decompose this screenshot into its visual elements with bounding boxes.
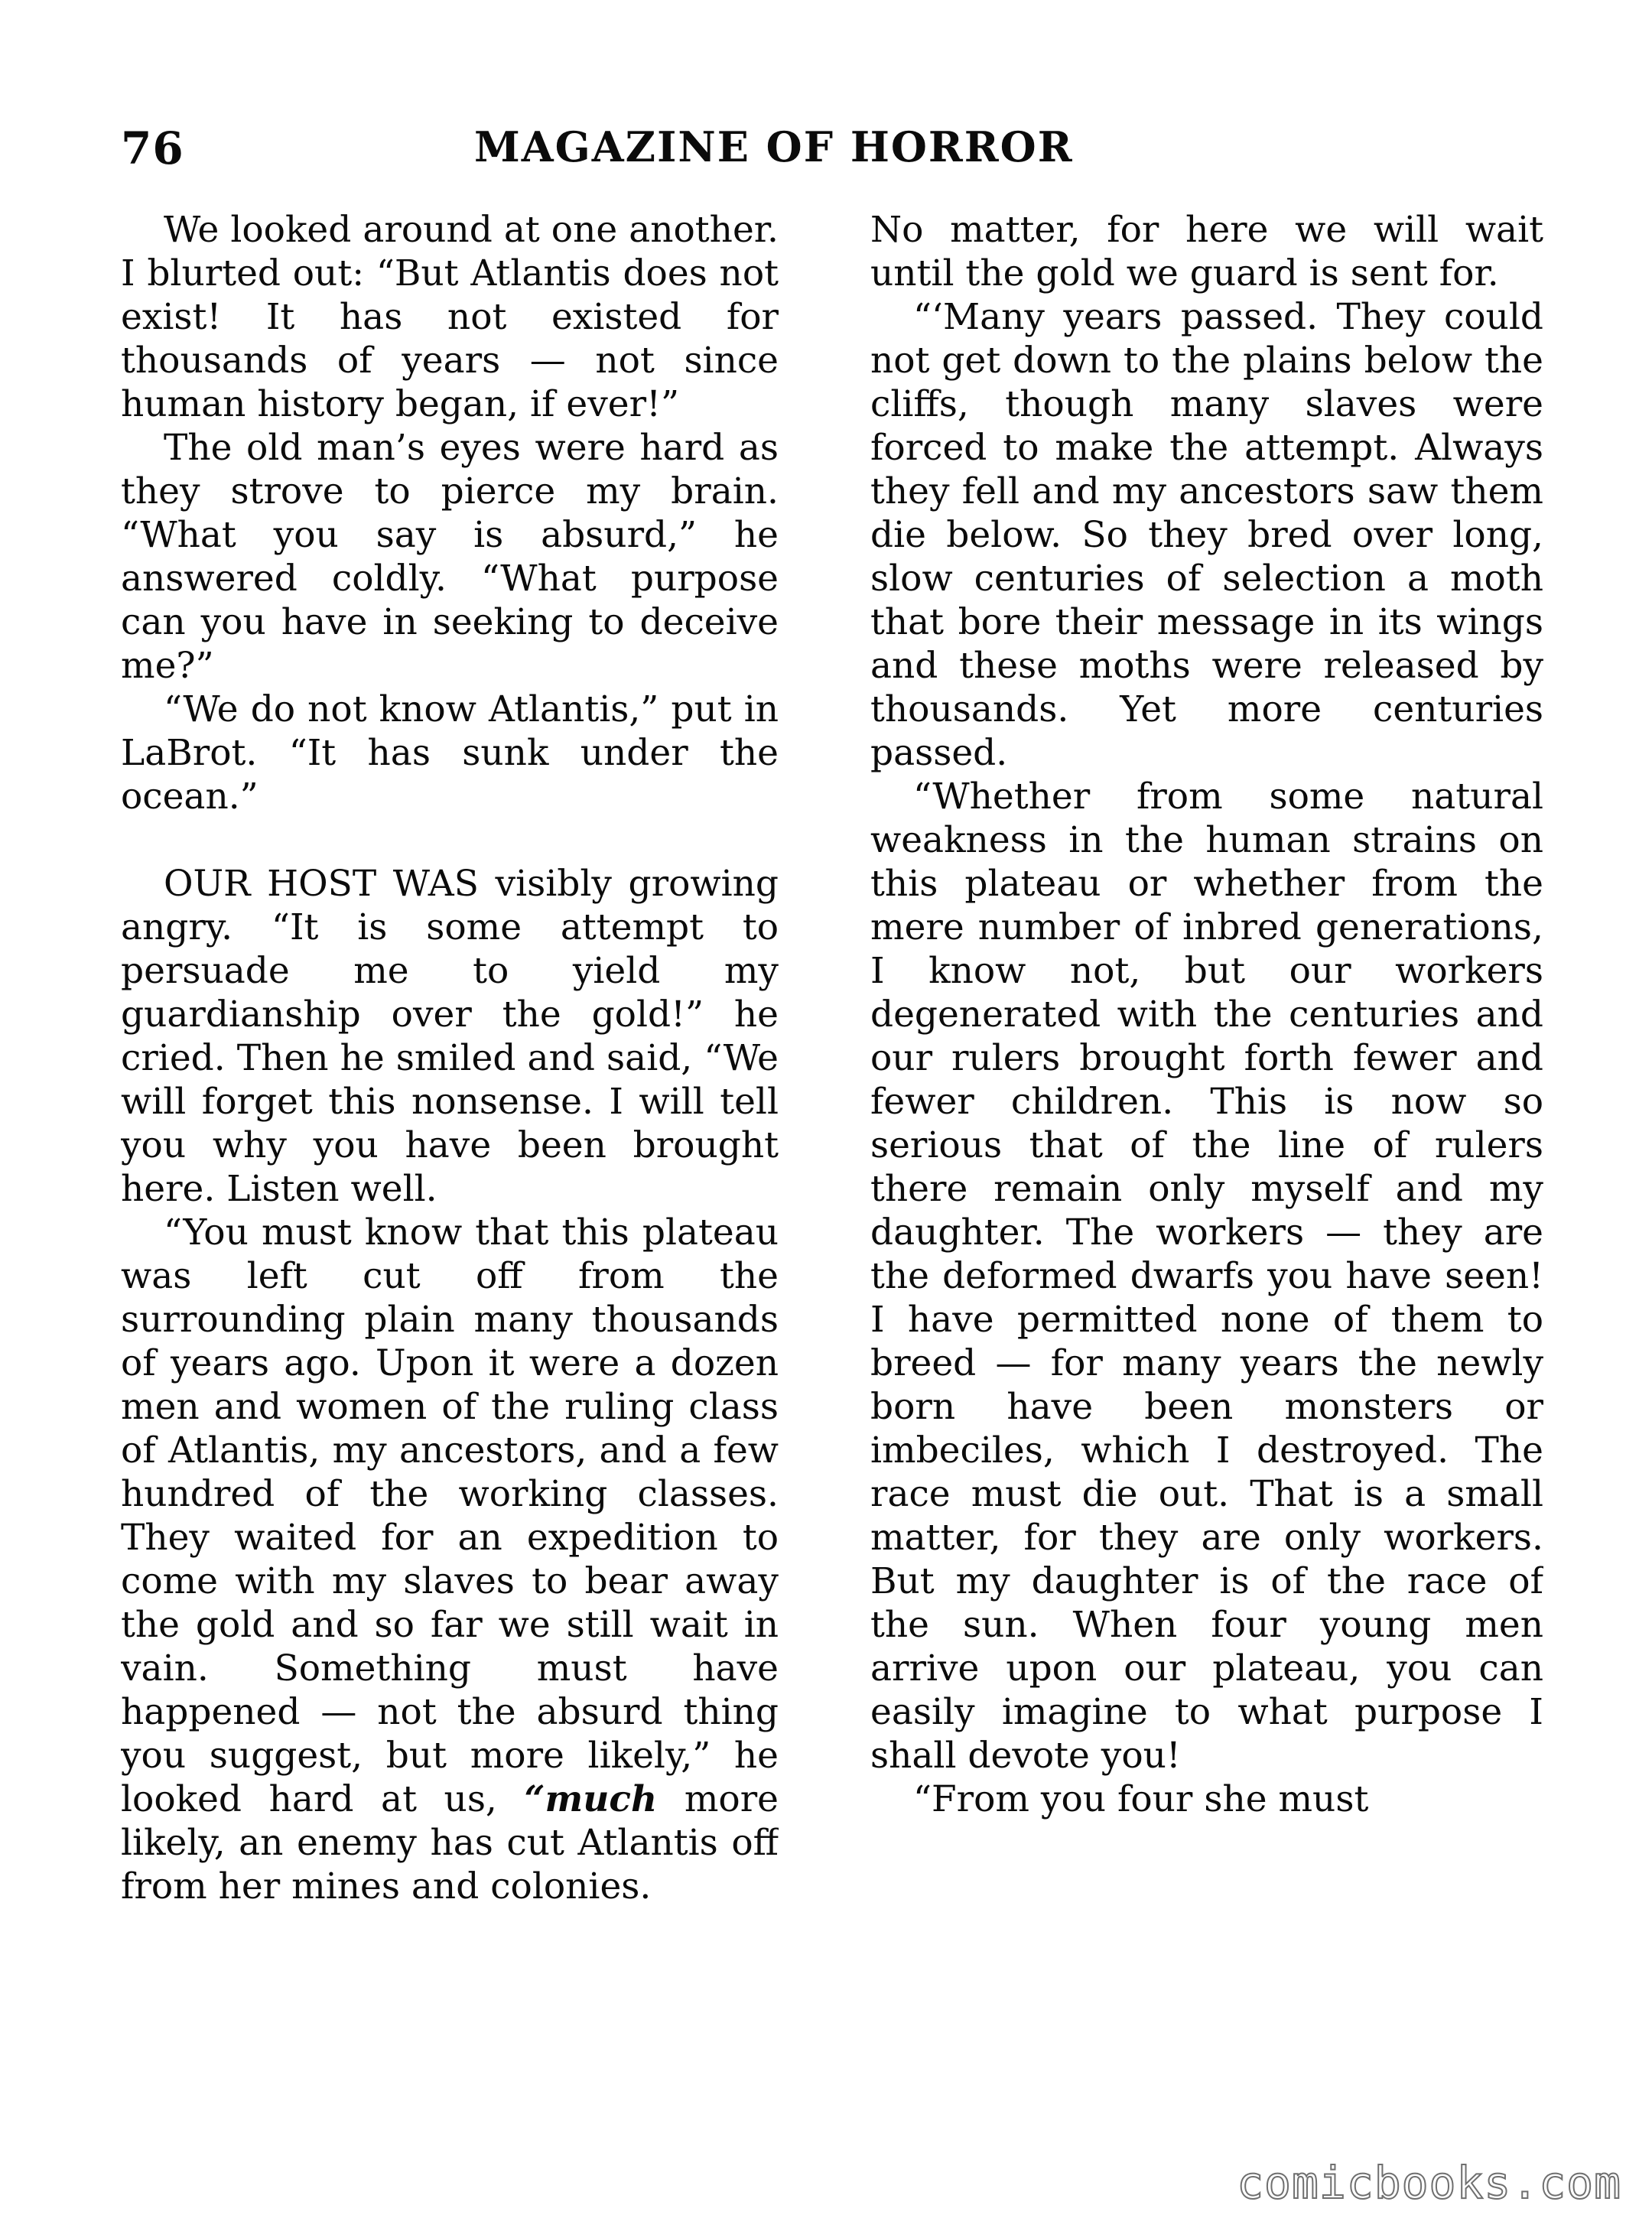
page-number: 76 [121,122,184,174]
paragraph: We looked around at one another. I blurted out: “But Atlantis does not exist! It has not existed for thousands of years — not since human history began, if ever!” [121,209,779,425]
paragraph: “Whether from some natural weakness in the human strains on this plateau or whether from the mere number of inbred generations, I know not, but our workers degenerated with the centuries and our rulers brought forth fewer and fewer children. This is now so serious that of the line of rulers there remain only myself and my daughter. The workers — they are the deformed dwarfs you have seen! I have permitted none of them to breed — for many years the newly born have been monsters or imbeciles, which I destroyed. The race must die out. That is a small matter, for they are only workers. But my daughter is of the race of the sun. When four young men arrive upon our plateau, you can easily imagine to what purpose I shall devote you! [870,776,1543,1777]
paragraph-text: “You must know that this plateau was left cut off from the surrounding plain many thousands of years ago. Upon it were a dozen men and women of the ruling class of Atlantis, my ancestors, and a few hundred of the working classes. They waited for an expedition to come with my slaves to bear away the gold and so far we still wait in vain. Something must have happened — not the absurd thing you suggest, but more likely,” he looked hard at us, [121,1211,779,1820]
paragraph: “We do not know Atlantis,” put in LaBrot. “It has sunk under the ocean.” [121,688,779,818]
emphasized-word: “much [524,1778,658,1820]
watermark-logo: comicbooks.com [1237,2157,1621,2209]
paragraph: The old man’s eyes were hard as they strove to pierce my brain. “What you say is absurd,” he answered coldly. “What purpose can you have in seeking to deceive me?” [121,427,779,687]
left-column [121,208,779,2097]
paragraph-continued: No matter, for here we will wait until the gold we guard is sent for. [870,209,1543,294]
section-opening-paragraph: OUR HOST WAS visibly growing angry. “It is some attempt to persuade me to yield my guardianship over the gold!” he cried. Then he smiled and said, “We will forget this nonsense. I will tell you why you have been brought here. Listen well. [121,863,779,1210]
paragraph-text-tail: more likely, an enemy has cut Atlantis off from her mines and colonies. [121,1778,779,1907]
paragraph: “‘Many years passed. They could not get down to the plains below the cliffs, though many slaves were forced to make the attempt. Always they fell and my ancestors saw them die below. So they bred over long, slow centuries of selection a moth that bore their message in its wings and these moths were released by thousands. Yet more centuries passed. [870,296,1543,774]
running-head: MAGAZINE OF HORROR [474,122,1074,171]
page-header [0,122,1652,184]
paragraph [121,1211,779,1908]
paragraph: “From you four she must [913,1778,1369,1820]
right-column [870,208,1543,2097]
